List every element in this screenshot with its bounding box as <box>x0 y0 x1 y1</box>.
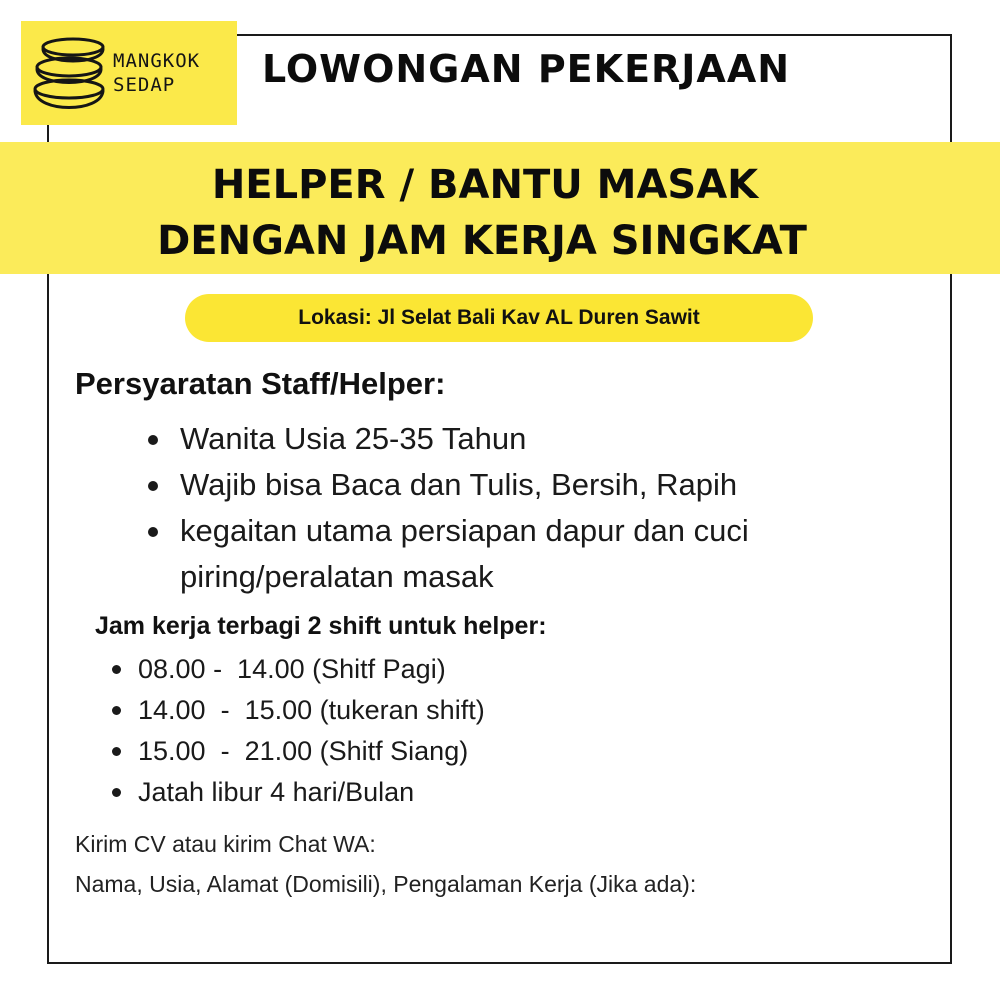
list-item <box>112 690 812 731</box>
list-item <box>112 772 812 813</box>
shift-text: 15.00 - 21.00 (Shitf Siang) <box>138 736 469 766</box>
banner-line-2: DENGAN JAM KERJA SINGKAT <box>157 218 807 264</box>
shifts-heading: Jam kerja terbagi 2 shift untuk helper: <box>95 612 547 640</box>
bullet-icon <box>148 527 158 537</box>
contact-instructions <box>75 824 696 904</box>
requirement-text: kegaitan utama persiapan dapur dan cuci piring/peralatan masak <box>180 513 749 594</box>
list-item <box>148 508 908 600</box>
shift-text: 14.00 - 15.00 (tukeran shift) <box>138 695 485 725</box>
requirements-list <box>148 416 908 600</box>
requirement-text: Wanita Usia 25-35 Tahun <box>180 421 527 456</box>
brand-line-1: MANGKOK <box>113 50 201 72</box>
list-item <box>148 462 908 508</box>
brand-line-2: SEDAP <box>113 74 176 96</box>
brand-name <box>113 49 200 97</box>
bullet-icon <box>112 747 121 756</box>
bullet-icon <box>112 706 121 715</box>
contact-line-2: Nama, Usia, Alamat (Domisili), Pengalaman Kerja (Jika ada): <box>75 871 697 897</box>
bullet-icon <box>148 481 158 491</box>
shift-text: 08.00 - 14.00 (Shitf Pagi) <box>138 654 446 684</box>
stacked-bowls-icon <box>29 35 113 115</box>
requirements-heading: Persyaratan Staff/Helper: <box>75 366 446 401</box>
page-title: LOWONGAN PEKERJAAN <box>262 47 791 91</box>
list-item <box>148 416 908 462</box>
bullet-icon <box>112 665 121 674</box>
list-item <box>112 649 812 690</box>
requirement-text: Wajib bisa Baca dan Tulis, Bersih, Rapih <box>180 467 738 502</box>
shifts-list <box>112 649 812 813</box>
brand-logo <box>21 21 237 125</box>
bullet-icon <box>112 788 121 797</box>
title-banner <box>0 142 1000 274</box>
shift-text: Jatah libur 4 hari/Bulan <box>138 777 415 807</box>
banner-line-1: HELPER / BANTU MASAK <box>211 162 759 208</box>
contact-line-1: Kirim CV atau kirim Chat WA: <box>75 831 376 857</box>
bullet-icon <box>148 435 158 445</box>
list-item <box>112 731 812 772</box>
location-pill: Lokasi: Jl Selat Bali Kav AL Duren Sawit <box>185 294 813 342</box>
